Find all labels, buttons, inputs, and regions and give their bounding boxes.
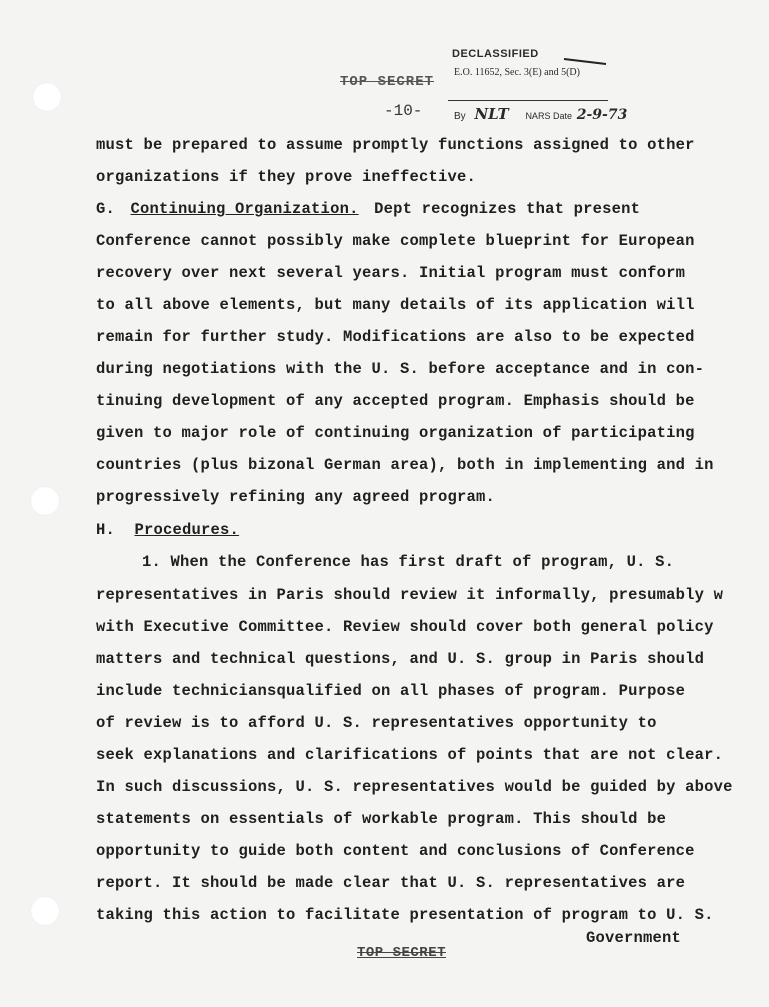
body-line-20: seek explanations and clarifications of points that are not clear. <box>96 746 724 764</box>
punch-hole-top <box>32 82 62 112</box>
section-h-heading-line <box>96 521 239 539</box>
declassified-by-row <box>454 105 627 123</box>
body-line-22: statements on essentials of workable program. This should be <box>96 810 667 828</box>
body-line-24: report. It should be made clear that U. S. representatives are <box>96 874 686 892</box>
body-line-16: with Executive Committee. Review should cover both general policy <box>96 618 714 636</box>
body-line-18: include techniciansqualified on all phases of program. Purpose <box>96 682 686 700</box>
body-line-12: progressively refining any agreed program. <box>96 488 496 506</box>
body-line-14: 1. When the Conference has first draft of program, U. S. <box>142 553 675 571</box>
body-line-4: Conference cannot possibly make complete blueprint for European <box>96 232 695 250</box>
body-line-9: tinuing development of any accepted program. Emphasis should be <box>96 392 695 410</box>
body-line-21: In such discussions, U. S. representatives would be guided by above <box>96 778 733 796</box>
section-g-heading-line <box>96 200 640 218</box>
punch-hole-middle <box>30 486 60 516</box>
page-number: -10- <box>384 102 423 120</box>
section-g-lead: Dept recognizes that present <box>374 200 641 218</box>
body-line-5: recovery over next several years. Initial program must conform <box>96 264 686 282</box>
by-prefix: By <box>454 111 466 122</box>
body-line-23: opportunity to guide both content and conclusions of Conference <box>96 842 695 860</box>
nars-date-value: 2-9-73 <box>576 107 628 123</box>
catchword: Government <box>586 929 682 947</box>
body-line-10: given to major role of continuing organization of participating <box>96 424 695 442</box>
body-line-6: to all above elements, but many details of its application will <box>96 296 695 314</box>
declassified-authority: E.O. 11652, Sec. 3(E) and 5(D) <box>454 67 580 78</box>
body-line-19: of review is to afford U. S. representatives opportunity to <box>96 714 657 732</box>
body-line-15: representatives in Paris should review it informally, presumably w <box>96 586 724 604</box>
body-line-7: remain for further study. Modifications are also to be expected <box>96 328 695 346</box>
body-line-17: matters and technical questions, and U. S. group in Paris should <box>96 650 705 668</box>
by-initials: NLT <box>474 105 509 123</box>
punch-hole-bottom <box>30 896 60 926</box>
body-line-1: must be prepared to assume promptly functions assigned to other <box>96 136 695 154</box>
section-h-title: Procedures. <box>134 521 240 539</box>
section-g-marker: G. <box>96 200 116 218</box>
body-line-25: taking this action to facilitate presentation of program to U. S. <box>96 906 714 924</box>
nars-date-label: NARS Date <box>525 111 572 121</box>
body-line-2: organizations if they prove ineffective. <box>96 168 477 186</box>
section-g-title: Continuing Organization. <box>130 200 359 218</box>
body-line-11: countries (plus bizonal German area), both in implementing and in <box>96 456 714 474</box>
declassified-title: DECLASSIFIED <box>452 48 539 60</box>
body-line-8: during negotiations with the U. S. before acceptance and in con- <box>96 360 705 378</box>
stamp-rule <box>448 100 608 101</box>
section-h-marker: H. <box>96 521 116 539</box>
footer-classification: TOP SECRET <box>357 945 447 961</box>
declassified-stamp <box>448 48 658 126</box>
header-classification: TOP SECRET <box>340 74 435 90</box>
